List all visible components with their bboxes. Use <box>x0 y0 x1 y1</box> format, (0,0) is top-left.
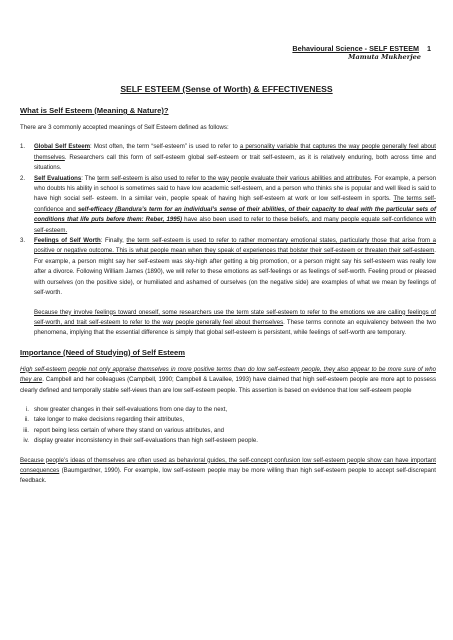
list-item-text: take longer to make decisions regarding their attributes, <box>34 416 185 424</box>
document-title: SELF ESTEEM (Sense of Worth) & EFFECTIVENESS <box>120 84 333 94</box>
header-course: Behavioural Science - SELF ESTEEM <box>292 44 419 53</box>
item-text: . For example, a person might say her self-esteem was sky-high after getting a big promotion, or a person might say his self-esteem was really low after a divorce. Following William James (1890), we will refer to these emotions as self-feelings or as feelings of self-worth. Feeling proud or pleased with ourselves (on the positive side), or humiliated and ashamed of ourselves (on the negative side) are examples of what we mean by feelings of self-worth. <box>34 247 436 297</box>
section-heading-meaning: What is Self Esteem (Meaning & Nature)? <box>20 106 169 115</box>
list-item-text: report being less certain of where they stand on various attributes, and <box>34 426 225 434</box>
item-text: . For example, a person who doubts his ability in school is sometimes said to have low academic self-esteem, and a person who thinks she is popular and well liked is said to have high social self- esteem. In a similar vein, people speak of having high self-esteem at work or low self-esteem in sports. <box>34 174 436 203</box>
item-text: : Most often, the term “self-esteem” is used to refer to <box>90 143 240 151</box>
paragraph-text: (Baumgardner, 1990). For example, low self-esteem people may be more willing than high self-esteem people to accept self-discrepant feedback. <box>20 466 436 485</box>
item-underlined-text: a personality variable that captures the way people generally feel about themselves <box>34 143 436 161</box>
list-item-text: show greater changes in their self-evaluations from one day to the next, <box>34 405 228 413</box>
section-heading-importance: Importance (Need of Studying) of Self Esteem <box>20 347 185 357</box>
paragraph-emphasis-text: High self-esteem people not only appraise themselves in more positive terms than do low self-esteem people, they also appear to be more sure of who they are <box>20 365 436 384</box>
item-text: : Finally, <box>100 237 127 245</box>
paragraph-text: . Campbell and her colleagues (Campbell, 1990; Campbell & Lavallee, 1993) have claimed that high self-esteem people are more apt to possess clearly defined and temporally stable self-views than are low self-esteem people. This assertion is based on evidence that low self-esteem people <box>20 376 436 394</box>
item-text: . Researchers call this form of self-esteem global self-esteem or trait self-esteem, as it is relatively enduring, both across time and situations. <box>34 153 436 172</box>
evidence-list <box>20 405 436 447</box>
header-page-number: 1 <box>427 44 431 53</box>
paragraph-text: . These terms connote an equivalency between the two phenomena, implying that the essential difference is simply that global self-esteem is persistent, while feelings of self-worth are temporary. <box>34 318 436 337</box>
item-text: : The <box>81 174 98 182</box>
list-item <box>20 142 436 173</box>
header-author: Mamuta Mukherjee <box>348 53 421 61</box>
list-item <box>20 426 436 436</box>
list-number: iii. <box>23 426 29 434</box>
item-underlined-text: term self-esteem is also used to refer to the way people evaluate their various abilities and attributes <box>97 174 371 182</box>
item-emphasis-text: self-efficacy (Bandura’s term for an individual’s sense of their abilities, of their capacity to deal with the particular sets of conditions that life puts before them: Reber, 1995) <box>34 205 437 224</box>
header-course-line <box>292 44 431 53</box>
list-item <box>20 436 436 446</box>
term-label: Global Self Esteem <box>34 143 91 151</box>
item-underlined-text: have also been used to refer to these beliefs, and many people equate self-confidence with self-esteem. <box>34 216 437 234</box>
paragraph-underlined-text: Because people’s ideas of themselves are often used as behavioral guides, the self-concept confusion low self-esteem people show can have important consequences <box>20 456 436 474</box>
list-item <box>20 174 436 236</box>
term-label: Self Evaluations <box>34 174 82 182</box>
list-number: 1. <box>20 143 26 151</box>
list-item <box>20 236 436 298</box>
list-number: iv. <box>23 437 29 445</box>
meanings-list <box>20 142 436 298</box>
list-number: 2. <box>20 174 26 182</box>
list-item-text: display greater inconsistency in their self-evaluations than high self-esteem people. <box>34 437 258 445</box>
list-number: 3. <box>20 237 26 245</box>
item-underlined-text: the term self-esteem is used to refer to rather momentary emotional states, particularly those that arise from a positive or negative outcome. This is what people mean when they speak of experiences that bolster their self-esteem or threaten their self-esteem <box>34 237 437 255</box>
importance-paragraph <box>20 365 436 396</box>
term-label: Feelings of Self Worth <box>34 237 101 245</box>
self-concept-paragraph <box>20 456 436 487</box>
list-item <box>20 405 436 415</box>
state-trait-paragraph <box>20 308 436 339</box>
paragraph-underlined-text: Because they involve feelings toward oneself, some researchers use the term state self-esteem to refer to the emotions we are calling feelings of self-worth, and trait self-esteem to refer to the way people generally feel about themselves <box>34 308 436 326</box>
document-body <box>20 106 436 496</box>
intro-paragraph: There are 3 commonly accepted meanings of Self Esteem defined as follows: <box>20 124 229 131</box>
item-underlined-text: The terms self-confidence and <box>34 195 436 213</box>
list-item <box>20 415 436 425</box>
list-number: ii. <box>24 416 29 424</box>
list-number: i. <box>25 405 29 413</box>
page-header <box>292 44 431 62</box>
